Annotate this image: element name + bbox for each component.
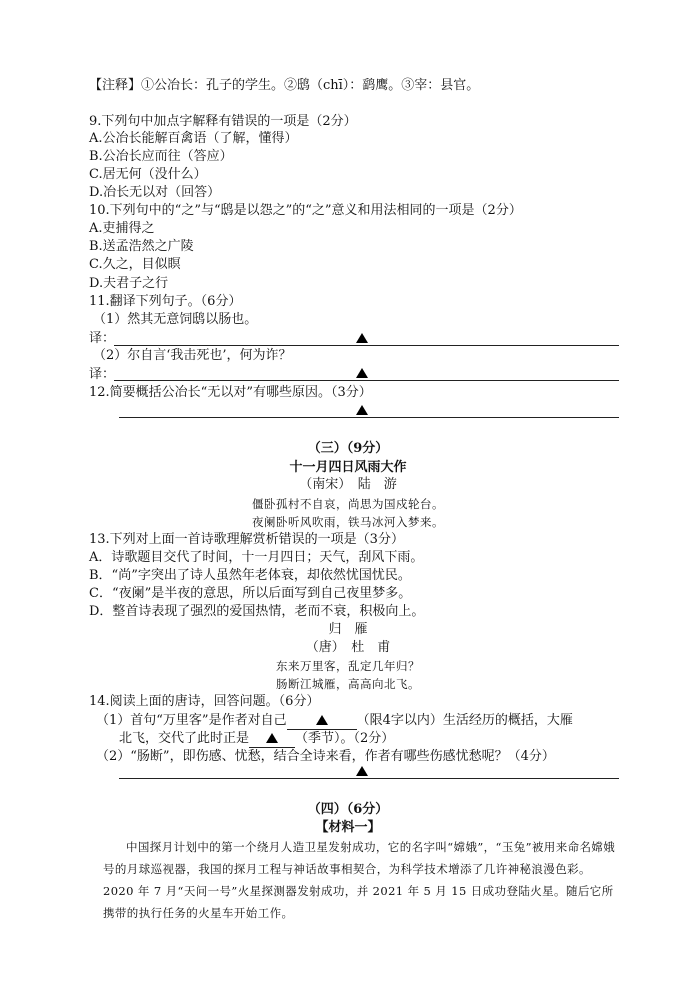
translation-label-1: 译： [89,331,116,346]
answer-mark-triangle [356,368,368,378]
question-14-part-1-text-c: 北飞，交代了此时正是 [119,731,250,746]
question-14-part-1-text-a: （1）首句“万里客”是作者对自己 [96,713,287,728]
blank-field-1[interactable] [287,713,357,730]
question-14-part-1-line-1 [96,713,573,730]
answer-line-11-1[interactable] [114,345,619,346]
poem-2-title: 归 雁 [328,622,368,637]
material-1-heading: 【材料一】 [315,820,381,835]
answer-mark-triangle [266,733,278,743]
question-11-stem: 11.翻译下列句子。（6分） [89,294,242,309]
question-13-option-d: D．整首诗表现了强烈的爱国热情，老而不衰，积极向上。 [89,604,425,619]
question-11-sentence-1: （1）然其无意饲鸱以肠也。 [93,312,258,327]
poem-1-line-1: 僵卧孤村不自哀，尚思为国戍轮台。 [252,497,444,511]
question-9-option-c: C.居无何（没什么） [89,167,207,182]
section-3-header: （三）（9分） [307,441,389,456]
question-9-stem: 9.下列句中加点字解释有错误的一项是（2分） [89,114,357,129]
question-13-stem: 13.下列对上面一首诗歌理解赏析错误的一项是（3分） [89,532,404,547]
question-13-option-b: B．“尚”字突出了诗人虽然年老体衰，却依然忧国忧民。 [89,568,411,583]
question-9-option-d: D.冶长无以对（回答） [89,185,221,200]
blank-field-2[interactable] [249,731,295,748]
answer-mark-triangle [356,766,368,776]
question-14-stem: 14.阅读上面的唐诗，回答问题。（6分） [89,694,320,709]
section-4-header: （四）（6分） [307,802,389,817]
answer-mark-triangle [316,715,328,725]
answer-mark-triangle [356,405,368,415]
translation-label-2: 译： [89,367,116,382]
question-10-option-d: D.夫君子之行 [89,276,169,291]
answer-mark-triangle [356,333,368,343]
poem-1-author: （南宋） 陆 游 [299,477,397,492]
annotation-note: 【注释】①公冶长：孔子的学生。②鸱（chī）：鹞鹰。③宰：县官。 [89,78,480,93]
answer-line-14[interactable] [119,778,619,779]
poem-1-title: 十一月四日风雨大作 [289,460,407,475]
question-13-option-c: C．“夜阑”是半夜的意思，所以后面写到自己夜里梦多。 [89,586,412,601]
question-13-option-a: A．诗歌题目交代了时间，十一月四日；天气，刮风下雨。 [89,550,424,565]
question-9-option-b: B.公冶长应而往（答应） [89,149,233,164]
poem-1-line-2: 夜阑卧听风吹雨，铁马冰河入梦来。 [252,515,444,529]
question-14-part-1-text-b: （限4字以内）生活经历的概括，大雁 [356,713,573,728]
question-12-stem: 12.简要概括公冶长“无以对”有哪些原因。（3分） [89,385,372,400]
question-14-part-2: （2）“肠断”，即伤感、忧愁，结合全诗来看，作者有哪些伤感忧愁呢？（4分） [96,749,555,764]
question-9-option-a: A.公冶长能解百禽语（了解，懂得） [89,131,298,146]
material-1-paragraph: 中国探月计划中的第一个绕月人造卫星发射成功，它的名字叫“嫦娥”，“玉兔”被用来命名嫦娥号的月球巡视器，我国的探月工程与神话故事相契合，为科学技术增添了几许神秘浪漫色彩。2020 年 7 月“天问一号”火星探测器发射成功，并 2021 年 5 月 15 日成功登陆火星。随后它所携带的执行任务的火星车开始工作。 [103,840,616,920]
poem-2-line-1: 东来万里客，乱定几年归？ [276,659,420,673]
answer-line-12[interactable] [119,417,619,418]
question-11-sentence-2: （2）尔自言‘我击死也’，何为诈？ [93,348,292,363]
question-10-stem: 10.下列句中的“之”与“鸱是以怨之”的“之”意义和用法相同的一项是（2分） [89,203,522,218]
question-10-option-a: A.吏捕得之 [89,221,155,236]
poem-2-line-2: 肠断江城雁，高高向北飞。 [276,677,420,691]
poem-2-author: （唐） 杜 甫 [305,640,391,655]
question-14-part-1-line-2 [119,731,394,748]
question-10-option-b: B.送孟浩然之广陵 [89,239,194,254]
question-14-part-1-text-d: （季节）。（2分） [295,731,395,746]
question-10-option-c: C.久之，目似瞑 [89,257,181,272]
answer-line-11-2[interactable] [114,380,619,381]
